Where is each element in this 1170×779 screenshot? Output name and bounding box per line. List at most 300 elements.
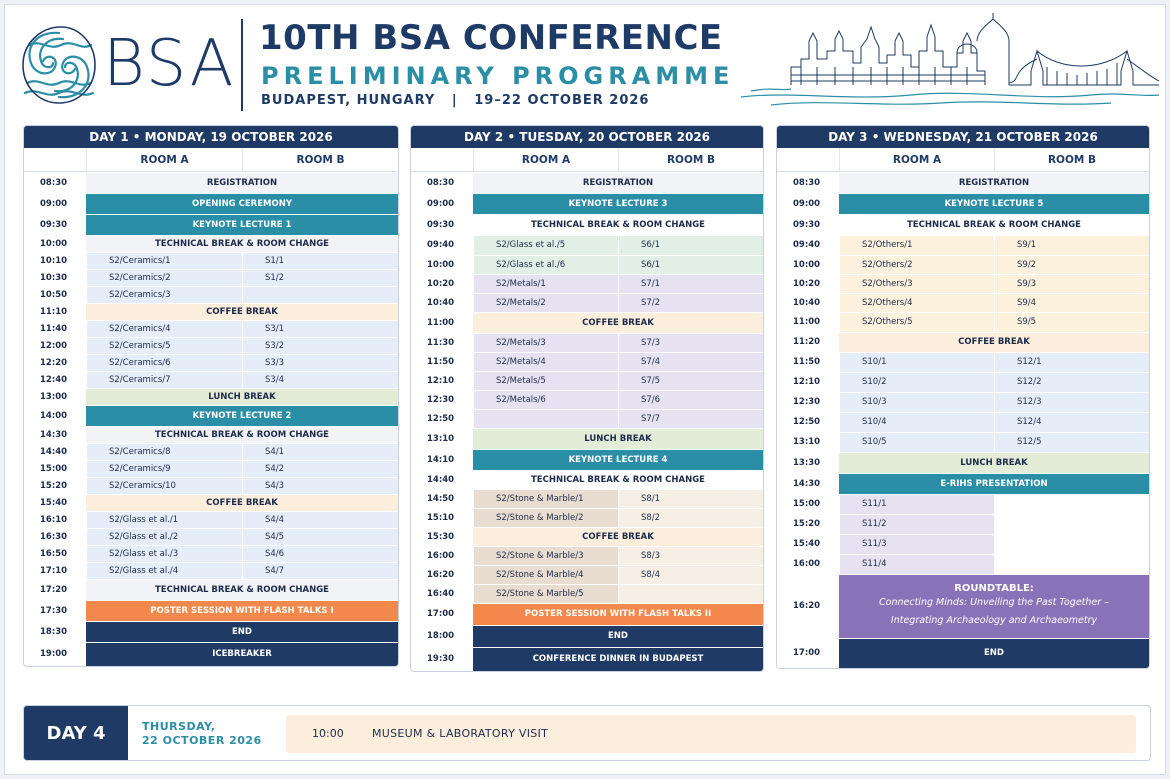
schedule-row xyxy=(24,388,398,405)
session-span-cell: TECHNICAL BREAK & ROOM CHANGE xyxy=(86,580,398,600)
time-cell: 09:00 xyxy=(411,194,473,214)
room-b-session: S12/3 xyxy=(994,393,1149,412)
day4-label: DAY 4 xyxy=(24,706,128,761)
room-b-session xyxy=(242,287,398,303)
schedule-row xyxy=(777,235,1149,255)
schedule-row xyxy=(411,235,763,255)
schedule-row xyxy=(24,214,398,235)
session-span-cell: END xyxy=(839,639,1149,668)
session-span-cell: KEYNOTE LECTURE 2 xyxy=(86,406,398,426)
time-cell: 17:30 xyxy=(24,601,86,621)
schedule-row xyxy=(411,409,763,428)
schedule-row xyxy=(411,625,763,647)
schedule-row xyxy=(777,432,1149,452)
schedule-row xyxy=(777,352,1149,372)
day4-activity-box xyxy=(286,715,1136,753)
session-span-cell: POSTER SESSION WITH FLASH TALKS I xyxy=(86,601,398,621)
schedule-row xyxy=(24,477,398,494)
room-b-session: S9/2 xyxy=(994,256,1149,274)
logo-text: BSA xyxy=(103,27,236,101)
room-a-session: S2/Stone & Marble/2 xyxy=(473,509,618,527)
room-a-header: ROOM A xyxy=(839,148,994,171)
session-span-cell: POSTER SESSION WITH FLASH TALKS II xyxy=(473,604,763,625)
schedule-row xyxy=(777,255,1149,274)
time-cell: 16:00 xyxy=(777,555,839,574)
schedule-row xyxy=(24,621,398,642)
session-span-cell: OPENING CEREMONY xyxy=(86,194,398,214)
schedule-row xyxy=(411,527,763,546)
room-a-session: S2/Stone & Marble/1 xyxy=(473,490,618,508)
room-b-header: ROOM B xyxy=(242,148,398,171)
room-b-header: ROOM B xyxy=(994,148,1149,171)
room-b-session: S1/1 xyxy=(242,253,398,269)
room-a-session: S2/Others/3 xyxy=(839,275,994,293)
time-cell: 10:40 xyxy=(777,294,839,312)
time-cell: 10:00 xyxy=(411,256,473,274)
room-a-session: S10/5 xyxy=(839,433,994,452)
schedule-rows xyxy=(777,172,1149,668)
roundtable-title: ROUNDTABLE: xyxy=(954,582,1034,594)
session-span-cell: COFFEE BREAK xyxy=(86,304,398,320)
room-a-session: S11/1 xyxy=(839,495,994,514)
room-b-session: S3/1 xyxy=(242,321,398,337)
room-b-session: S9/5 xyxy=(994,313,1149,332)
time-cell: 09:40 xyxy=(411,236,473,255)
schedule-row xyxy=(411,546,763,565)
room-a-session: S2/Metals/5 xyxy=(473,372,618,390)
room-b-session xyxy=(994,515,1149,534)
time-cell: 08:30 xyxy=(411,173,473,193)
room-b-session: S7/3 xyxy=(618,334,763,352)
time-cell: 10:30 xyxy=(24,270,86,286)
room-b-session: S9/3 xyxy=(994,275,1149,293)
header xyxy=(5,5,1167,123)
schedule-row xyxy=(411,489,763,508)
room-a-session: S2/Metals/2 xyxy=(473,294,618,312)
time-cell: 09:30 xyxy=(411,215,473,235)
time-cell: 10:40 xyxy=(411,294,473,312)
room-a-session: S2/Metals/4 xyxy=(473,353,618,371)
room-a-session: S2/Glass et al./4 xyxy=(86,563,242,579)
session-span-cell: KEYNOTE LECTURE 3 xyxy=(473,194,763,214)
room-b-session: S7/4 xyxy=(618,353,763,371)
room-a-session: S2/Glass et al./5 xyxy=(473,236,618,255)
schedule-row xyxy=(777,412,1149,432)
time-cell: 11:20 xyxy=(777,333,839,352)
time-cell: 17:00 xyxy=(411,604,473,625)
schedule-row xyxy=(24,511,398,528)
schedule-row xyxy=(24,371,398,388)
time-cell: 14:30 xyxy=(777,474,839,494)
session-span-cell: END xyxy=(473,626,763,647)
schedule-row xyxy=(777,214,1149,235)
schedule-row xyxy=(411,508,763,527)
session-span-cell: E-RIHS PRESENTATION xyxy=(839,474,1149,494)
time-cell: 09:30 xyxy=(24,215,86,235)
time-cell: 13:10 xyxy=(411,429,473,449)
time-cell: 15:10 xyxy=(411,509,473,527)
session-span-cell: KEYNOTE LECTURE 5 xyxy=(839,194,1149,214)
session-span-cell: LUNCH BREAK xyxy=(473,429,763,449)
room-a-session: S11/3 xyxy=(839,535,994,554)
time-cell: 16:30 xyxy=(24,529,86,545)
time-cell: 09:00 xyxy=(777,194,839,214)
time-cell: 16:20 xyxy=(411,566,473,584)
time-cell: 09:00 xyxy=(24,194,86,214)
room-a-session: S2/Ceramics/1 xyxy=(86,253,242,269)
time-cell: 17:00 xyxy=(777,639,839,668)
schedule-row xyxy=(411,584,763,603)
room-b-session: S3/2 xyxy=(242,338,398,354)
schedule-row xyxy=(411,214,763,235)
room-a-session: S2/Ceramics/4 xyxy=(86,321,242,337)
time-column-header xyxy=(411,148,473,171)
time-cell: 15:20 xyxy=(777,515,839,534)
spiral-wave-icon xyxy=(19,23,99,107)
room-b-session: S9/4 xyxy=(994,294,1149,312)
schedule-row xyxy=(411,449,763,470)
schedule-row xyxy=(411,255,763,274)
room-a-session: S2/Ceramics/3 xyxy=(86,287,242,303)
room-a-session: S2/Stone & Marble/5 xyxy=(473,585,618,603)
time-cell: 13:00 xyxy=(24,389,86,405)
room-a-session: S10/4 xyxy=(839,413,994,432)
schedule-row xyxy=(24,545,398,562)
schedule-row xyxy=(777,473,1149,494)
room-b-session: S9/1 xyxy=(994,236,1149,255)
room-a-session: S2/Others/1 xyxy=(839,236,994,255)
schedule-row xyxy=(777,332,1149,352)
room-b-session: S7/5 xyxy=(618,372,763,390)
session-span-cell: COFFEE BREAK xyxy=(839,333,1149,352)
time-cell: 14:30 xyxy=(24,427,86,443)
schedule-rows xyxy=(411,172,763,671)
header-divider xyxy=(241,19,243,111)
room-header-row xyxy=(24,148,398,172)
time-cell: 16:10 xyxy=(24,512,86,528)
time-cell: 11:50 xyxy=(411,353,473,371)
session-span-cell: TECHNICAL BREAK & ROOM CHANGE xyxy=(839,215,1149,235)
day-heading: DAY 1 • MONDAY, 19 OCTOBER 2026 xyxy=(24,126,398,148)
room-b-session: S4/2 xyxy=(242,461,398,477)
time-cell: 08:30 xyxy=(777,173,839,193)
room-a-session: S2/Glass et al./1 xyxy=(86,512,242,528)
room-b-session: S3/4 xyxy=(242,372,398,388)
schedule-row xyxy=(411,428,763,449)
budapest-skyline-illustration xyxy=(731,11,1161,115)
time-cell: 13:10 xyxy=(777,433,839,452)
time-cell: 15:00 xyxy=(777,495,839,514)
schedule-row xyxy=(24,405,398,426)
schedule-row xyxy=(411,647,763,671)
day-heading: DAY 3 • WEDNESDAY, 21 OCTOBER 2026 xyxy=(777,126,1149,148)
time-cell: 11:50 xyxy=(777,353,839,372)
room-a-session: S2/Ceramics/6 xyxy=(86,355,242,371)
room-b-session: S4/7 xyxy=(242,563,398,579)
room-b-session: S4/6 xyxy=(242,546,398,562)
location-date: BUDAPEST, HUNGARY | 19–22 OCTOBER 2026 xyxy=(261,93,650,108)
schedule-row xyxy=(777,312,1149,332)
room-b-session: S3/3 xyxy=(242,355,398,371)
room-a-session: S2/Metals/1 xyxy=(473,275,618,293)
room-b-session: S12/1 xyxy=(994,353,1149,372)
session-span-cell: ICEBREAKER xyxy=(86,643,398,666)
schedule-row xyxy=(777,574,1149,638)
room-a-session: S2/Ceramics/5 xyxy=(86,338,242,354)
time-cell: 10:50 xyxy=(24,287,86,303)
schedule-row xyxy=(777,392,1149,412)
session-span-cell: LUNCH BREAK xyxy=(839,453,1149,473)
room-a-session: S2/Glass et al./3 xyxy=(86,546,242,562)
time-cell: 11:30 xyxy=(411,334,473,352)
room-b-session xyxy=(994,555,1149,574)
session-span-cell: REGISTRATION xyxy=(86,173,398,193)
schedule-row xyxy=(411,603,763,625)
room-a-session: S2/Ceramics/9 xyxy=(86,461,242,477)
session-span-cell: CONFERENCE DINNER IN BUDAPEST xyxy=(473,648,763,671)
time-cell: 15:00 xyxy=(24,461,86,477)
day4-date xyxy=(142,720,262,748)
room-b-session: S7/2 xyxy=(618,294,763,312)
day4-activity: MUSEUM & LABORATORY VISIT xyxy=(372,727,549,740)
session-span-cell: COFFEE BREAK xyxy=(473,528,763,546)
time-cell: 12:30 xyxy=(411,391,473,409)
schedule-row xyxy=(411,333,763,352)
schedule-row xyxy=(24,579,398,600)
schedule-row xyxy=(777,534,1149,554)
time-cell: 11:00 xyxy=(777,313,839,332)
schedule-rows xyxy=(24,172,398,666)
schedule-row xyxy=(24,528,398,545)
room-b-session: S8/3 xyxy=(618,547,763,565)
room-b-session: S8/4 xyxy=(618,566,763,584)
session-span-cell: KEYNOTE LECTURE 4 xyxy=(473,450,763,470)
schedule-row xyxy=(24,252,398,269)
day4-weekday: THURSDAY, xyxy=(142,720,216,733)
schedule-row xyxy=(24,235,398,252)
schedule-row xyxy=(777,638,1149,668)
schedule-row xyxy=(411,352,763,371)
time-cell: 14:50 xyxy=(411,490,473,508)
day4-fulldate: 22 OCTOBER 2026 xyxy=(142,734,262,747)
room-b-session: S4/1 xyxy=(242,444,398,460)
time-cell: 17:20 xyxy=(24,580,86,600)
time-cell: 15:40 xyxy=(777,535,839,554)
roundtable-subtitle-1: Connecting Minds: Unveiling the Past Together – xyxy=(879,596,1109,608)
time-cell: 10:00 xyxy=(24,236,86,252)
session-span-cell: TECHNICAL BREAK & ROOM CHANGE xyxy=(473,471,763,489)
session-span-cell xyxy=(839,575,1149,638)
time-cell: 10:10 xyxy=(24,253,86,269)
room-a-session: S2/Ceramics/2 xyxy=(86,270,242,286)
room-b-session: S6/1 xyxy=(618,236,763,255)
room-b-session xyxy=(994,535,1149,554)
schedule-row xyxy=(411,274,763,293)
time-cell: 10:00 xyxy=(777,256,839,274)
schedule-row xyxy=(24,494,398,511)
room-a-session: S2/Ceramics/7 xyxy=(86,372,242,388)
time-cell: 12:30 xyxy=(777,393,839,412)
time-cell: 15:30 xyxy=(411,528,473,546)
time-cell: 09:30 xyxy=(777,215,839,235)
time-cell: 08:30 xyxy=(24,173,86,193)
schedule-row xyxy=(777,514,1149,534)
room-a-session: S10/2 xyxy=(839,373,994,392)
schedule-row xyxy=(411,172,763,193)
room-a-session: S2/Others/4 xyxy=(839,294,994,312)
room-b-session: S4/4 xyxy=(242,512,398,528)
room-a-session: S10/3 xyxy=(839,393,994,412)
time-cell: 18:00 xyxy=(411,626,473,647)
time-column-header xyxy=(777,148,839,171)
schedule-row xyxy=(777,494,1149,514)
session-span-cell: TECHNICAL BREAK & ROOM CHANGE xyxy=(86,427,398,443)
time-cell: 09:40 xyxy=(777,236,839,255)
schedule-row xyxy=(411,293,763,312)
session-span-cell: KEYNOTE LECTURE 1 xyxy=(86,215,398,235)
schedule-row xyxy=(24,303,398,320)
time-cell: 17:10 xyxy=(24,563,86,579)
session-span-cell: COFFEE BREAK xyxy=(473,313,763,333)
schedule-row xyxy=(24,600,398,621)
room-b-session: S7/6 xyxy=(618,391,763,409)
conference-title: 10TH BSA CONFERENCE xyxy=(259,18,723,58)
schedule-row xyxy=(777,172,1149,193)
room-b-session xyxy=(994,495,1149,514)
time-column-header xyxy=(24,148,86,171)
room-b-session: S4/5 xyxy=(242,529,398,545)
time-cell: 14:40 xyxy=(24,444,86,460)
room-a-session: S2/Glass et al./2 xyxy=(86,529,242,545)
schedule-row xyxy=(24,562,398,579)
time-cell: 12:40 xyxy=(24,372,86,388)
room-a-session: S2/Ceramics/8 xyxy=(86,444,242,460)
room-a-session xyxy=(473,410,618,428)
time-cell: 11:10 xyxy=(24,304,86,320)
schedule-row xyxy=(411,565,763,584)
session-span-cell: END xyxy=(86,622,398,642)
day4-time: 10:00 xyxy=(312,727,344,740)
time-cell: 11:40 xyxy=(24,321,86,337)
time-cell: 16:40 xyxy=(411,585,473,603)
time-cell: 12:00 xyxy=(24,338,86,354)
day4-panel xyxy=(23,705,1151,761)
room-b-session xyxy=(618,585,763,603)
session-span-cell: COFFEE BREAK xyxy=(86,495,398,511)
schedule-row xyxy=(411,470,763,489)
room-a-session: S2/Metals/3 xyxy=(473,334,618,352)
schedule-row xyxy=(411,312,763,333)
room-b-session: S4/3 xyxy=(242,478,398,494)
schedule-row xyxy=(777,193,1149,214)
time-cell: 12:50 xyxy=(777,413,839,432)
room-b-session: S7/7 xyxy=(618,410,763,428)
room-b-session: S6/1 xyxy=(618,256,763,274)
day-1-schedule xyxy=(23,125,399,667)
session-span-cell: REGISTRATION xyxy=(473,173,763,193)
schedule-row xyxy=(411,193,763,214)
time-cell: 16:20 xyxy=(777,575,839,638)
schedule-row xyxy=(24,443,398,460)
schedule-row xyxy=(24,460,398,477)
time-cell: 12:50 xyxy=(411,410,473,428)
room-b-session: S8/1 xyxy=(618,490,763,508)
room-a-session: S2/Stone & Marble/3 xyxy=(473,547,618,565)
room-header-row xyxy=(777,148,1149,172)
time-cell: 14:40 xyxy=(411,471,473,489)
room-a-session: S2/Ceramics/10 xyxy=(86,478,242,494)
room-a-session: S2/Stone & Marble/4 xyxy=(473,566,618,584)
time-cell: 19:00 xyxy=(24,643,86,666)
room-a-session: S11/4 xyxy=(839,555,994,574)
room-b-session: S12/4 xyxy=(994,413,1149,432)
room-a-session: S2/Others/5 xyxy=(839,313,994,332)
day-2-schedule xyxy=(410,125,764,672)
session-span-cell: LUNCH BREAK xyxy=(86,389,398,405)
time-cell: 16:50 xyxy=(24,546,86,562)
time-cell: 14:10 xyxy=(411,450,473,470)
room-b-session: S8/2 xyxy=(618,509,763,527)
schedule-row xyxy=(24,172,398,193)
time-cell: 13:30 xyxy=(777,453,839,473)
schedule-row xyxy=(24,642,398,666)
time-cell: 18:30 xyxy=(24,622,86,642)
schedule-row xyxy=(24,426,398,443)
schedule-row xyxy=(777,554,1149,574)
time-cell: 14:00 xyxy=(24,406,86,426)
schedule-row xyxy=(777,274,1149,293)
room-b-session: S7/1 xyxy=(618,275,763,293)
room-b-session: S12/5 xyxy=(994,433,1149,452)
room-a-header: ROOM A xyxy=(473,148,618,171)
schedule-row xyxy=(24,320,398,337)
room-b-session: S12/2 xyxy=(994,373,1149,392)
time-cell: 19:30 xyxy=(411,648,473,671)
session-span-cell: TECHNICAL BREAK & ROOM CHANGE xyxy=(473,215,763,235)
time-cell: 10:20 xyxy=(777,275,839,293)
time-cell: 12:10 xyxy=(411,372,473,390)
schedule-row xyxy=(777,372,1149,392)
day-heading: DAY 2 • TUESDAY, 20 OCTOBER 2026 xyxy=(411,126,763,148)
time-cell: 10:20 xyxy=(411,275,473,293)
session-span-cell: TECHNICAL BREAK & ROOM CHANGE xyxy=(86,236,398,252)
roundtable-subtitle-2: Integrating Archaeology and Archaeometry xyxy=(890,614,1098,626)
room-b-header: ROOM B xyxy=(618,148,763,171)
time-cell: 12:10 xyxy=(777,373,839,392)
schedule-row xyxy=(24,193,398,214)
room-a-session: S11/2 xyxy=(839,515,994,534)
room-b-session: S1/2 xyxy=(242,270,398,286)
time-cell: 12:20 xyxy=(24,355,86,371)
schedule-row xyxy=(24,269,398,286)
schedule-row xyxy=(777,293,1149,312)
day-3-schedule xyxy=(776,125,1150,669)
schedule-row xyxy=(24,337,398,354)
room-a-session: S2/Glass et al./6 xyxy=(473,256,618,274)
session-span-cell: REGISTRATION xyxy=(839,173,1149,193)
room-header-row xyxy=(411,148,763,172)
schedule-row xyxy=(24,286,398,303)
schedule-row xyxy=(411,371,763,390)
schedule-row xyxy=(777,452,1149,473)
schedule-row xyxy=(24,354,398,371)
time-cell: 11:00 xyxy=(411,313,473,333)
programme-poster xyxy=(4,4,1166,775)
schedule-row xyxy=(411,390,763,409)
time-cell: 15:40 xyxy=(24,495,86,511)
time-cell: 15:20 xyxy=(24,478,86,494)
room-a-session: S2/Others/2 xyxy=(839,256,994,274)
